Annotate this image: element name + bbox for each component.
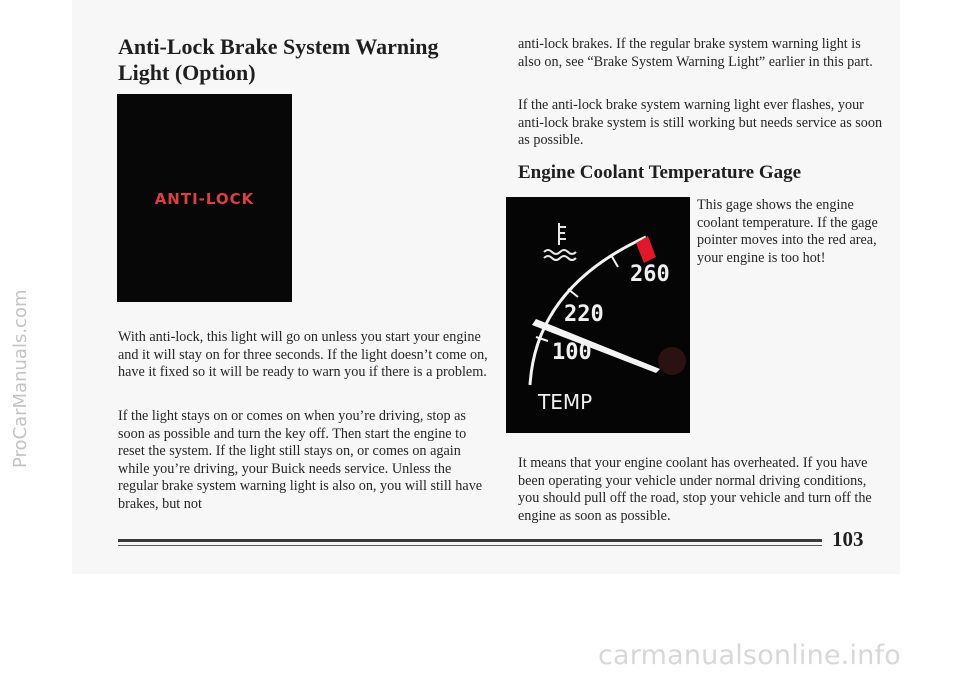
coolant-gage-heading: Engine Coolant Temperature Gage — [518, 162, 802, 183]
footer-rule-thin — [118, 545, 822, 546]
anti-lock-paragraph-1: With anti-lock, this light will go on unless you start your engine and it will stay on for three seconds. If the light doesn’t come on, have it fixed so it will be ready to warn you if there is a problem. — [118, 329, 488, 381]
side-watermark-text: ProCarManuals.com — [10, 289, 31, 468]
anti-lock-indicator-image — [117, 94, 292, 302]
page-number: 103 — [832, 527, 864, 551]
anti-lock-indicator-label: ANTI-LOCK — [154, 190, 255, 208]
footer-watermark: carmanualsonline.info — [598, 640, 901, 671]
gauge-label-temp: TEMP — [538, 390, 593, 414]
coolant-gage-caption: This gage shows the engine coolant temperature. If the gage pointer moves into the red area, your engine is too hot! — [697, 197, 878, 266]
gauge-label-260: 260 — [630, 262, 670, 287]
footer-rule-thick — [118, 539, 822, 542]
coolant-temperature-icon — [544, 223, 576, 260]
anti-lock-heading: Anti-Lock Brake System Warning Light (Option) — [118, 34, 439, 85]
gauge-label-100: 100 — [552, 340, 592, 365]
coolant-temperature-gauge-image — [506, 197, 690, 433]
anti-lock-paragraph-2: If the light stays on or comes on when you’re driving, stop as soon as possible and turn the key off. Then start the engine to reset the system. If the light still stays on, or comes on again while you’re driving, your Buick needs service. Unless the regular brake system warning light is also on, you will still have brakes, but not — [118, 408, 483, 512]
anti-lock-paragraph-continued: anti-lock brakes. If the regular brake system warning light is also on, see “Brake System Warning Light” earlier in this part. — [518, 36, 873, 70]
side-watermark — [6, 48, 34, 468]
gauge-label-220: 220 — [564, 302, 604, 327]
coolant-overheated-paragraph: It means that your engine coolant has overheated. If you have been operating your vehicle under normal driving conditions, you should pull off the road, stop your vehicle and turn off the engine as soon as possible. — [518, 455, 872, 524]
anti-lock-flashes-paragraph: If the anti-lock brake system warning light ever flashes, your anti-lock brake system is still working but needs service as soon as possible. — [518, 97, 883, 149]
